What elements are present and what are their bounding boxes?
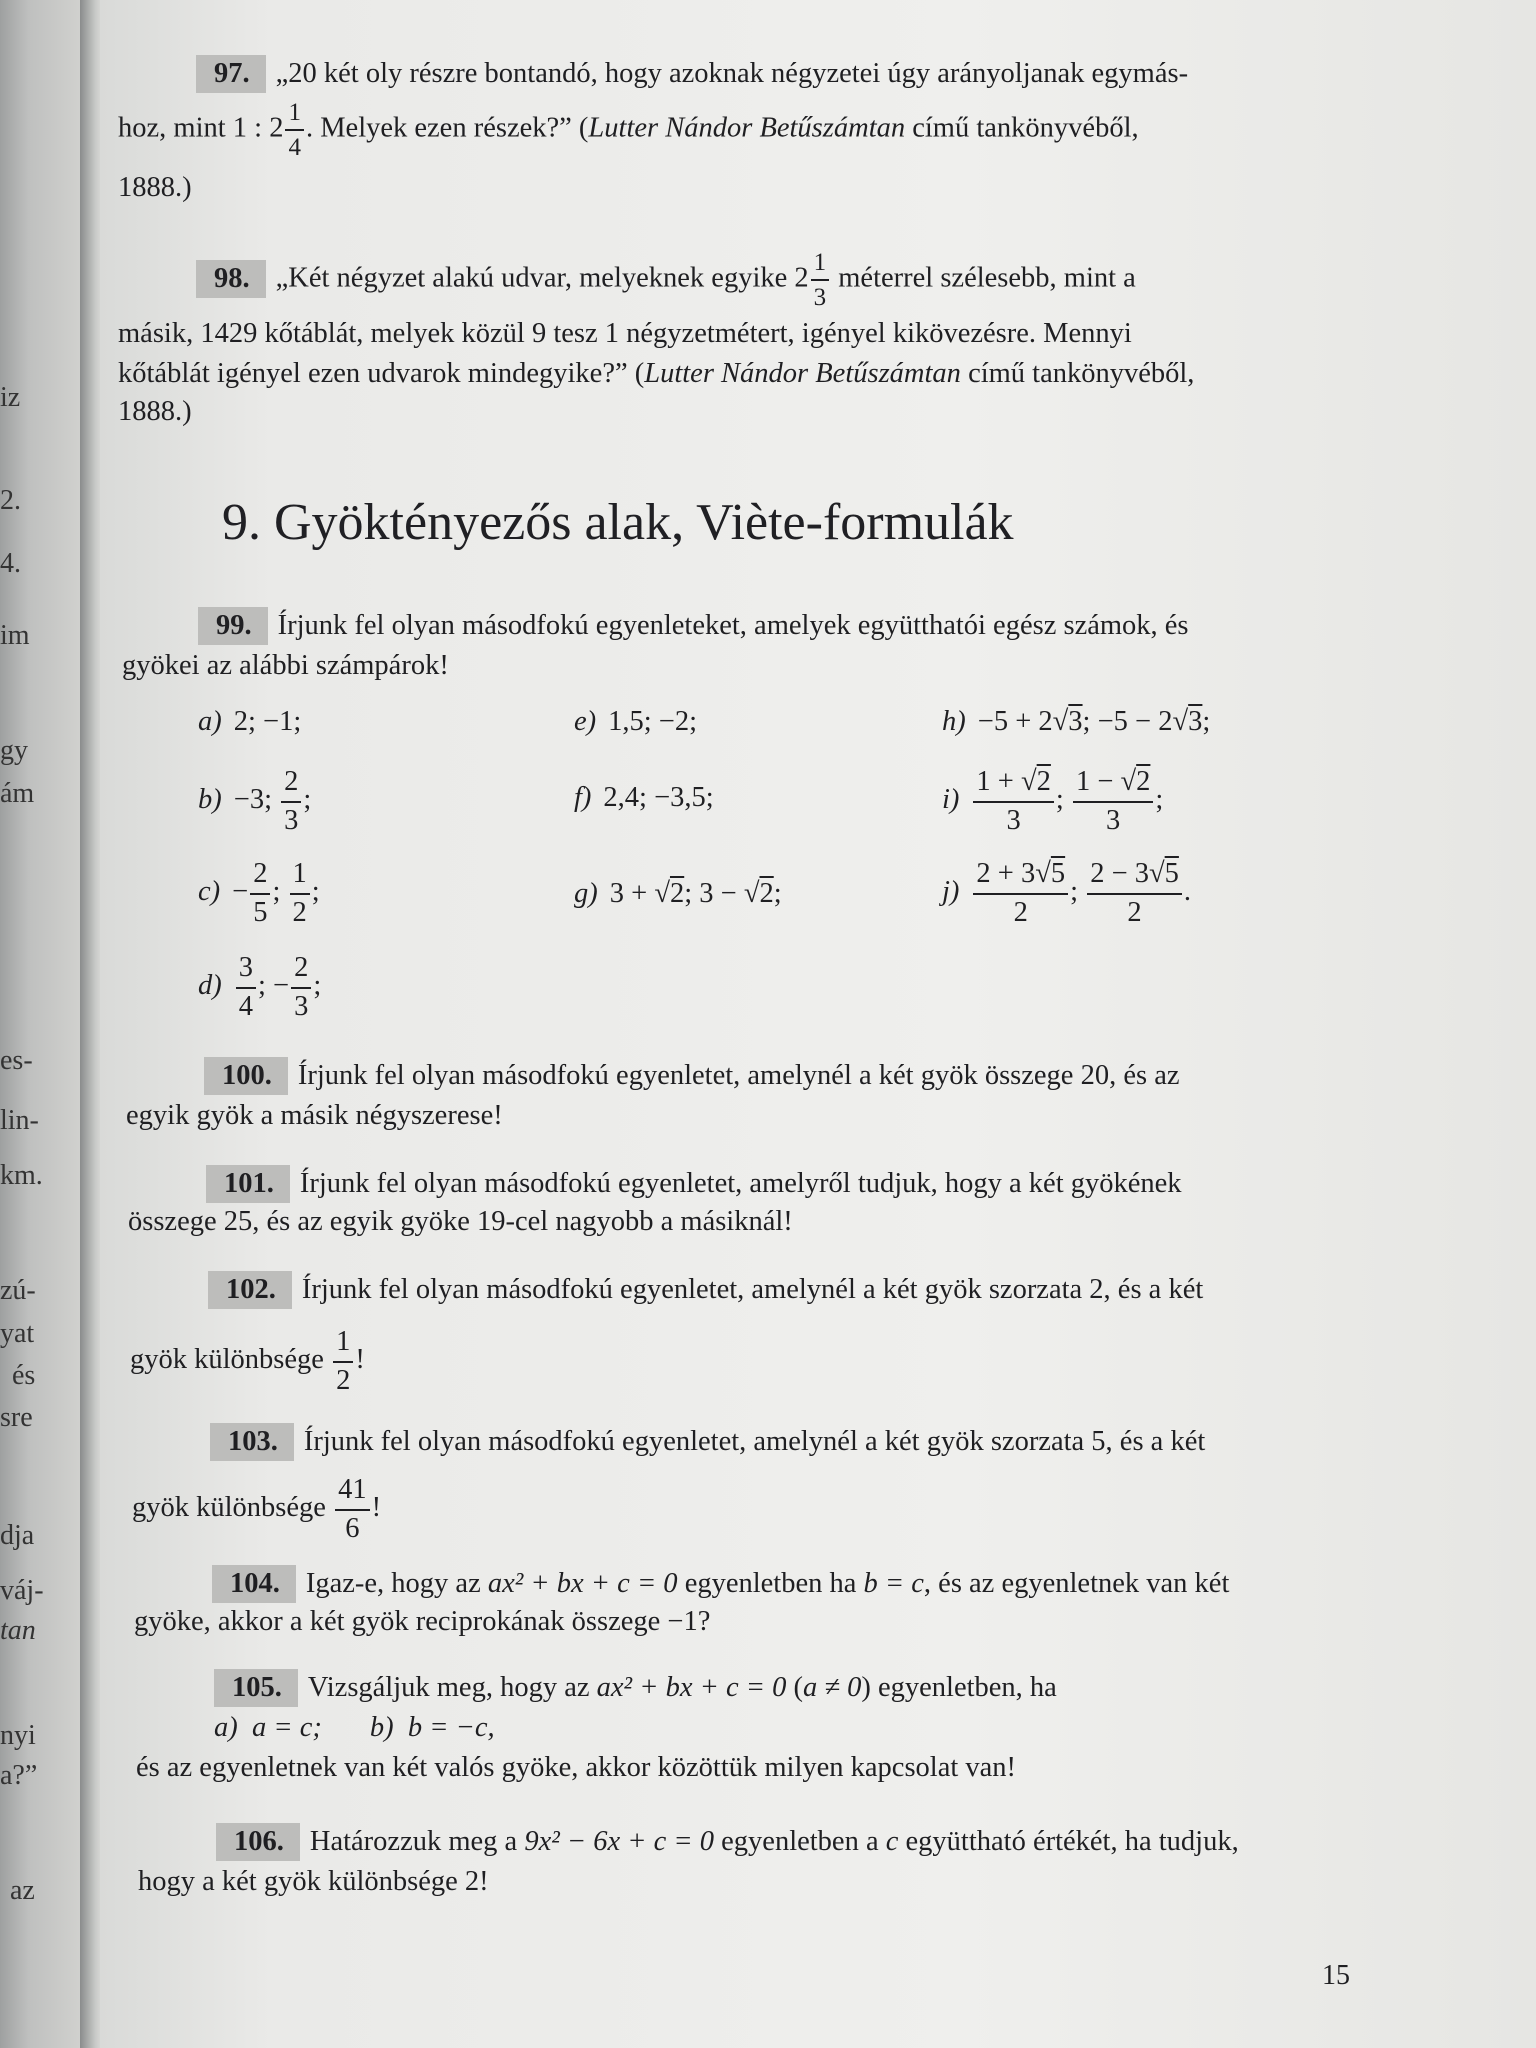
problem-98: 98. „Két négyzet alakú udvar, melyeknek egyike 2 $\frac{1}{3}$ méterrel szélesebb, mint a bbox=[196, 250, 1344, 310]
problem-number: 104. bbox=[212, 1565, 296, 1603]
problem-104-line2: gyöke, akkor a két gyök reciprokának összege −1? bbox=[134, 1606, 711, 1637]
facing-page-fragment: és bbox=[12, 1360, 36, 1391]
problem-101-line2: összege 25, és az egyik gyöke 19-cel nagyobb a másiknál! bbox=[128, 1206, 793, 1237]
facing-page-fragment: yat bbox=[0, 1318, 35, 1349]
facing-page-fragment: tan bbox=[0, 1615, 36, 1646]
option-f: f) 2,4; −3,5; bbox=[574, 782, 714, 813]
problem-102-line2: gyök különbsége $\frac{1}{2}$ ! bbox=[130, 1326, 365, 1396]
fraction: $\frac{1}{2}$ bbox=[333, 1328, 353, 1395]
problem-number: 105. bbox=[214, 1669, 298, 1707]
problem-99-line2: gyökei az alábbi számpárok! bbox=[122, 650, 449, 681]
facing-page-fragment: az bbox=[10, 1875, 35, 1906]
section-title: 9. Gyöktényezős alak, Viète-formulák bbox=[222, 494, 1014, 551]
fraction: $\frac{41}{6}$ bbox=[335, 1476, 370, 1543]
problem-98-line2: másik, 1429 kőtáblát, melyek közül 9 tesz 1 négyzetmétert, igényel kikövezésre. Mennyi bbox=[118, 318, 1132, 349]
problem-105: 105. Vizsgáljuk meg, hogy az ax² + bx + c = 0 (a ≠ 0) egyenletben, ha bbox=[214, 1666, 1057, 1710]
problem-number: 100. bbox=[204, 1057, 288, 1095]
facing-page-fragment: lin- bbox=[0, 1105, 39, 1136]
problem-number: 102. bbox=[208, 1271, 292, 1309]
problem-98-line3: kőtáblát igényel ezen udvarok mindegyike?” (Lutter Nándor Betűszámtan című tankönyvéből, bbox=[118, 358, 1195, 389]
problem-106-line2: hogy a két gyök különbsége 2! bbox=[138, 1866, 489, 1897]
problem-98-line4: 1888.) bbox=[118, 396, 192, 427]
problem-97-line2: hoz, mint 1 : 2 $\frac{1}{4}$ . Melyek ezen részek?” (Lutter Nándor Betűszámtan című tankönyvéből, bbox=[118, 99, 1139, 161]
problem-97: 97. „20 két oly részre bontandó, hogy azoknak négyzetei úgy arányoljanak egymás- bbox=[118, 52, 1344, 96]
mixed-fraction: $\frac{1}{3}$ bbox=[811, 250, 830, 310]
facing-page-fragment: váj- bbox=[0, 1575, 44, 1606]
facing-page-fragment: 4. bbox=[0, 548, 21, 579]
option-a: a) 2; −1; bbox=[198, 706, 302, 737]
equation: ax² + bx + c = 0 bbox=[596, 1672, 787, 1703]
problem-number: 106. bbox=[216, 1823, 300, 1861]
facing-page-fragment: 2. bbox=[0, 485, 21, 516]
source-title: Lutter Nándor Betűszámtan bbox=[588, 112, 906, 144]
problem-101: 101. Írjunk fel olyan másodfokú egyenletet, amelyről tudjuk, hogy a két gyökének bbox=[206, 1162, 1182, 1206]
problem-105-subitems: a) a = c; b) b = −c, bbox=[214, 1712, 495, 1743]
source-title: Lutter Nándor Betűszámtan bbox=[644, 358, 961, 389]
problem-number: 103. bbox=[210, 1423, 294, 1461]
facing-page-fragment: iz bbox=[0, 382, 21, 413]
option-g: g) 3 + √2; 3 − √2; bbox=[574, 878, 782, 909]
problem-102: 102. Írjunk fel olyan másodfokú egyenletet, amelynél a két gyök szorzata 2, és a két bbox=[208, 1268, 1203, 1312]
facing-page-fragment: im bbox=[0, 620, 30, 651]
option-i: i) $\frac{1 + √2}{3}$ ; $\frac{1 - √2}{3}$ ; bbox=[942, 766, 1164, 836]
mixed-fraction: $\frac{1}{4}$ bbox=[285, 100, 304, 160]
facing-page-fragment: km. bbox=[0, 1160, 43, 1191]
facing-page-fragment: sre bbox=[0, 1402, 33, 1433]
option-c: c) − $\frac{2}{5}$ ; $\frac{1}{2}$ ; bbox=[198, 858, 320, 928]
facing-page-fragment: a?” bbox=[0, 1760, 38, 1791]
facing-page-fragment: nyi bbox=[0, 1720, 36, 1751]
facing-page-fragment: ám bbox=[0, 778, 35, 809]
facing-page-fragment: es- bbox=[0, 1045, 33, 1076]
option-e: e) 1,5; −2; bbox=[574, 706, 698, 737]
equation: ax² + bx + c = 0 bbox=[487, 1568, 678, 1599]
problem-number: 99. bbox=[198, 607, 268, 645]
problem-103-line2: gyök különbsége $\frac{41}{6}$ ! bbox=[132, 1474, 382, 1544]
equation: 9x² − 6x + c = 0 bbox=[524, 1826, 715, 1857]
problem-105-line3: és az egyenletnek van két valós gyöke, akkor közöttük milyen kapcsolat van! bbox=[136, 1752, 1017, 1783]
problem-number: 97. bbox=[196, 55, 266, 93]
option-j: j) $\frac{2 + 3√5}{2}$ ; $\frac{2 - 3√5}{2}$ . bbox=[942, 858, 1192, 928]
problem-97-line3: 1888.) bbox=[118, 172, 192, 203]
option-h: h) −5 + 2√3; −5 − 2√3; bbox=[942, 706, 1211, 737]
option-b: b) −3; $\frac{2}{3}$ ; bbox=[198, 766, 312, 836]
facing-page-fragment: zú- bbox=[0, 1275, 36, 1306]
facing-page-fragment: dja bbox=[0, 1520, 35, 1551]
option-d: d) $\frac{3}{4}$ ; − $\frac{2}{3}$ ; bbox=[198, 952, 322, 1022]
problem-100: 100. Írjunk fel olyan másodfokú egyenletet, amelynél a két gyök összege 20, és az bbox=[204, 1054, 1180, 1098]
page-number: 15 bbox=[1322, 1960, 1350, 1991]
problem-106: 106. Határozzuk meg a 9x² − 6x + c = 0 egyenletben a c együttható értékét, ha tudjuk, bbox=[216, 1820, 1239, 1864]
problem-103: 103. Írjunk fel olyan másodfokú egyenletet, amelynél a két gyök szorzata 5, és a két bbox=[210, 1420, 1205, 1464]
problem-number: 98. bbox=[196, 260, 266, 298]
problem-104: 104. Igaz-e, hogy az ax² + bx + c = 0 egyenletben ha b = c, és az egyenletnek van két bbox=[212, 1562, 1229, 1606]
facing-page-fragment: gy bbox=[0, 735, 28, 766]
problem-number: 101. bbox=[206, 1165, 290, 1203]
problem-100-line2: egyik gyök a másik négyszerese! bbox=[126, 1100, 503, 1131]
problem-99: 99. Írjunk fel olyan másodfokú egyenleteket, amelyek együtthatói egész számok, és bbox=[198, 604, 1346, 648]
